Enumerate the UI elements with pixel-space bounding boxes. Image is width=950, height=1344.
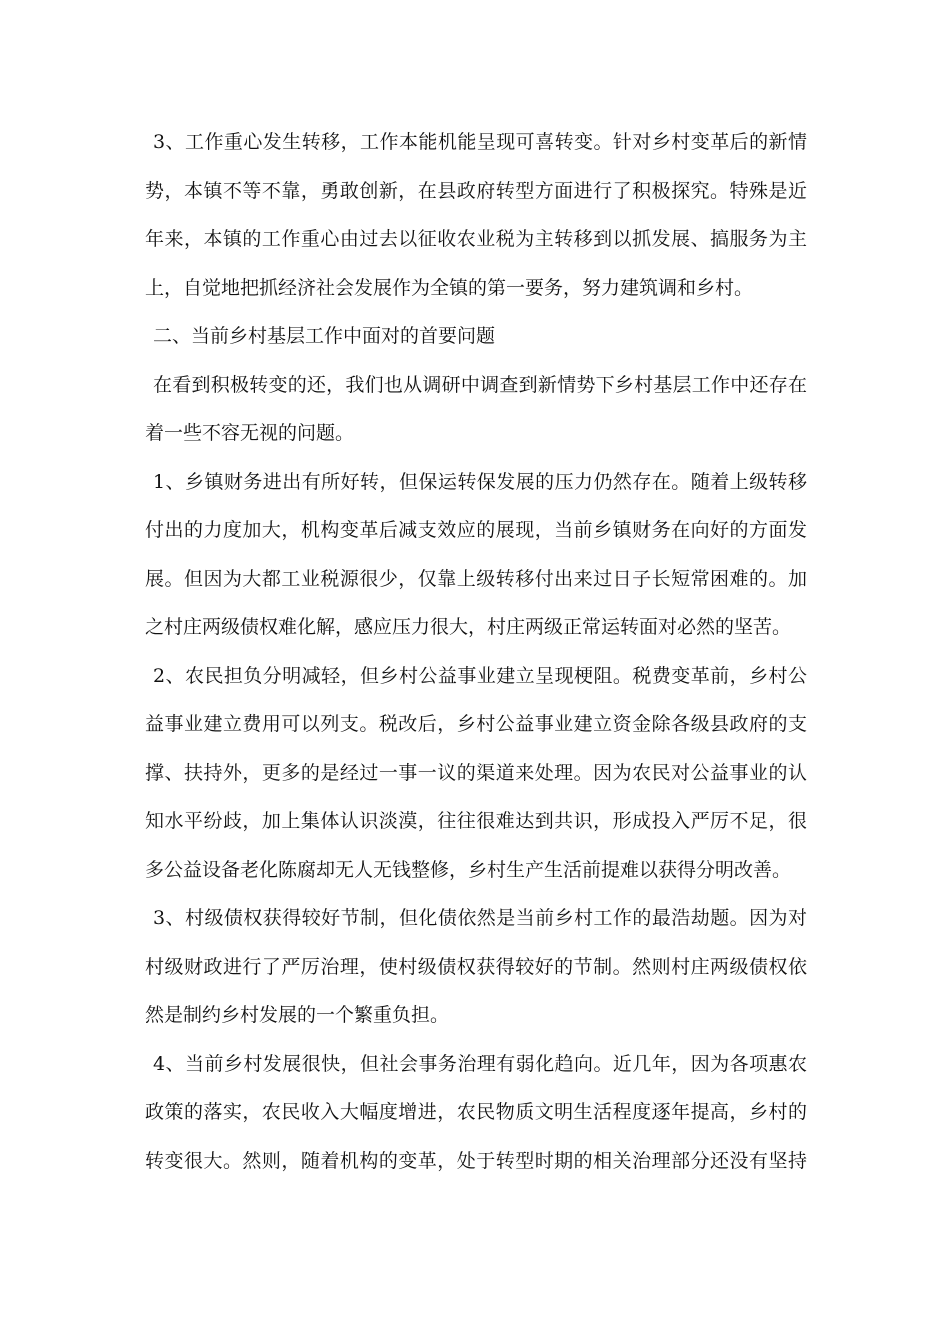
paragraph-line: 然是制约乡村发展的一个繁重负担。: [145, 1004, 450, 1026]
paragraph-line: 上，自觉地把抓经济社会发展作为全镇的第一要务，努力建筑调和乡村。: [145, 276, 754, 299]
paragraph-line: 1、乡镇财务进出有所好转，但保运转保发展的压力仍然存在。随着上级转移: [153, 470, 807, 493]
paragraph-line: 撑、扶持外，更多的是经过一事一议的渠道来处理。因为农民对公益事业的认: [145, 761, 807, 784]
paragraph-line: 之村庄两级债权难化解，感应压力很大，村庄两级正常运转面对必然的坚苦。: [145, 616, 792, 638]
paragraph-line: 展。但因为大都工业税源很少，仅靠上级转移付出来过日子长短常困难的。加: [145, 567, 807, 590]
paragraph-line: 在看到积极转变的还，我们也从调研中调查到新情势下乡村基层工作中还存在: [153, 373, 807, 396]
paragraph-line: 村级财政进行了严厉治理，使村级债权获得较好的节制。然则村庄两级债权依: [145, 955, 807, 978]
paragraph-line: 2、农民担负分明减轻，但乡村公益事业建立呈现梗阻。税费变革前，乡村公: [153, 664, 807, 687]
paragraph-line: 3、村级债权获得较好节制，但化债依然是当前乡村工作的最浩劫题。因为对: [153, 907, 807, 929]
paragraph-line: 多公益设备老化陈腐却无人无钱整修，乡村生产生活前提难以获得分明改善。: [145, 858, 792, 881]
paragraph-line: 着一些不容无视的问题。: [145, 422, 355, 444]
paragraph-line: 3、工作重心发生转移，工作本能机能呈现可喜转变。针对乡村变革后的新情: [153, 131, 807, 153]
paragraph-line: 4、当前乡村发展很快，但社会事务治理有弱化趋向。近几年，因为各项惠农: [153, 1052, 807, 1075]
paragraph-line: 年来，本镇的工作重心由过去以征收农业税为主转移到以抓发展、搞服务为主: [145, 228, 807, 250]
paragraph-line: 益事业建立费用可以列支。税改后，乡村公益事业建立资金除各级县政府的支: [145, 713, 807, 735]
paragraph-line: 政策的落实，农民收入大幅度增进，农民物质文明生活程度逐年提高，乡村的: [145, 1101, 807, 1123]
paragraph-line: 势，本镇不等不靠，勇敢创新，在县政府转型方面进行了积极探究。特殊是近: [145, 179, 807, 202]
paragraph-line: 转变很大。然则，随着机构的变革，处于转型时期的相关治理部分还没有坚持: [145, 1149, 807, 1172]
section-heading: 二、当前乡村基层工作中面对的首要问题: [153, 325, 496, 347]
document-body: [145, 118, 807, 1185]
paragraph-line: 知水平纷歧，加上集体认识淡漠，往往很难达到共识，形成投入严厉不足，很: [145, 810, 807, 832]
paragraph-line: 付出的力度加大，机构变革后减支效应的展现，当前乡镇财务在向好的方面发: [145, 519, 807, 541]
